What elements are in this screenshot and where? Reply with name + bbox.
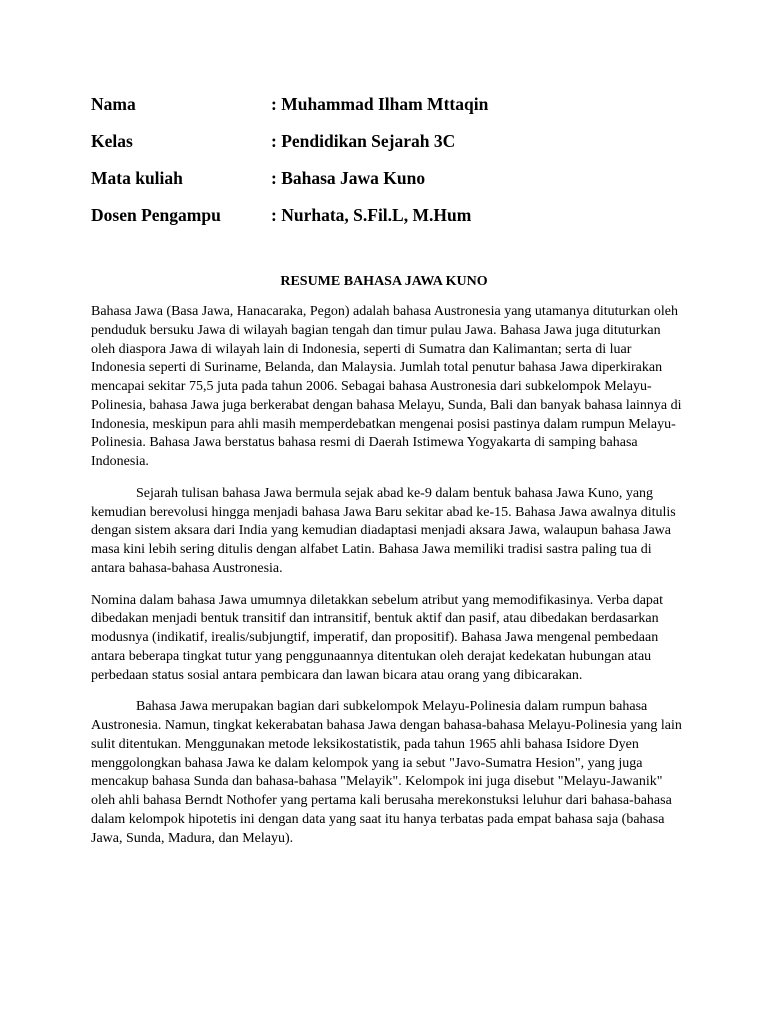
text-line: Polinesia. Bahasa Jawa berstatus bahasa resmi di Daerah Istimewa Yogyakarta di samping bahasa xyxy=(91,435,638,451)
paragraph-4 xyxy=(91,698,682,848)
text-line: antara beberapa tingkat tutur yang penggunaannya ditentukan oleh derajat kedekatan hubungan atau xyxy=(91,648,652,664)
info-value: : Bahasa Jawa Kuno xyxy=(271,168,426,188)
text-line: kemudian berevolusi hingga menjadi bahasa Jawa Baru sekitar abad ke-15. Bahasa Jawa awalnya ditulis xyxy=(91,504,676,520)
paragraph-1 xyxy=(91,303,682,472)
info-row-dosen-pengampu xyxy=(91,203,691,240)
text-line: dengan sistem aksara dari India yang kemudian diadaptasi menjadi aksara Jawa, walaupun bahasa Jawa xyxy=(91,523,672,539)
text-line: oleh diaspora Jawa di wilayah lain di Indonesia, seperti di Sumatra dan Kalimantan; serta di luar xyxy=(91,341,632,357)
text-line: sulit ditentukan. Menggunakan metode leksikostatistik, pada tahun 1965 ahli bahasa Isidore Dyen xyxy=(91,736,639,752)
info-row-kelas xyxy=(91,129,691,166)
text-line: mencapai sekitar 75,5 juta pada tahun 2006. Sebagai bahasa Austronesia dari subkelompok Melayu- xyxy=(91,379,652,394)
paragraph-2 xyxy=(91,485,676,579)
text-line: mencakup bahasa Sunda dan bahasa-bahasa "Melayik". Kelompok ini juga disebut "Melayu-Jawanik" xyxy=(91,774,663,790)
text-line: Jawa, Sunda, Madura, dan Melayu). xyxy=(91,830,294,846)
info-value: : Nurhata, S.Fil.L, M.Hum xyxy=(271,205,472,225)
text-line: Nomina dalam bahasa Jawa umumnya diletakkan sebelum atribut yang memodifikasinya. Verba dapat xyxy=(91,592,664,608)
info-label: Nama xyxy=(91,94,136,114)
info-value: : Pendidikan Sejarah 3C xyxy=(271,131,456,151)
text-line: penduduk bersuku Jawa di wilayah bagian tengah dan timur pulau Jawa. Bahasa Jawa juga dituturkan xyxy=(91,322,661,338)
text-line: antara bahasa-bahasa Austronesia. xyxy=(91,560,283,576)
info-label: Mata kuliah xyxy=(91,168,183,188)
text-line: Indonesia. xyxy=(91,454,149,469)
student-info xyxy=(91,92,691,240)
info-label: Dosen Pengampu xyxy=(91,205,221,225)
document-title: RESUME BAHASA JAWA KUNO xyxy=(280,274,488,289)
text-line: Sejarah tulisan bahasa Jawa bermula sejak abad ke-9 dalam bentuk bahasa Jawa Kuno, yang xyxy=(136,485,654,501)
text-line: Polinesia, bahasa Jawa juga berkerabat dengan bahasa Melayu, Sunda, Bali dan banyak bahasa lainnya di xyxy=(91,397,682,413)
text-line: menggolongkan bahasa Jawa ke dalam kelompok yang ia sebut "Javo-Sumatra Hesion", yang juga xyxy=(91,755,643,771)
text-line: Bahasa Jawa (Basa Jawa, Hanacaraka, Pegon) adalah bahasa Austronesia yang utamanya dituturkan oleh xyxy=(91,304,679,319)
text-line: Austronesia. Namun, tingkat kekerabatan bahasa Jawa dengan bahasa-bahasa Melayu-Polinesia yang lain xyxy=(91,718,682,733)
text-line: Indonesia, meskipun para ahli masih memperdebatkan mengenai posisi pastinya dalam rumpun Melayu- xyxy=(91,416,676,432)
text-line: masa kini lebih sering ditulis dengan alfabet Latin. Bahasa Jawa memiliki tradisi sastra paling tua di xyxy=(91,542,652,557)
text-line: perbedaan status sosial antara pembicara dan lawan bicara atau orang yang dibicarakan. xyxy=(91,667,583,683)
text-line: Indonesia seperti di Suriname, Belanda, dan Malaysia. Jumlah total penutur bahasa Jawa diperkirakan xyxy=(91,360,663,376)
document-body xyxy=(91,303,682,861)
text-line: oleh ahli bahasa Berndt Nothofer yang pertama kali berusaha merekonstuksi leluhur dari bahasa-bahasa xyxy=(91,793,672,808)
info-value: : Muhammad Ilham Mttaqin xyxy=(271,94,489,114)
text-line: modusnya (indikatif, irealis/subjungtif, imperatif, dan propositif). Bahasa Jawa mengenal pembedaan xyxy=(91,630,659,645)
info-label: Kelas xyxy=(91,131,133,151)
text-line: dibedakan menjadi bentuk transitif dan intransitif, bentuk aktif dan pasif, atau dibedakan berdasarkan xyxy=(91,611,659,627)
text-line: Bahasa Jawa merupakan bagian dari subkelompok Melayu-Polinesia dalam rumpun bahasa xyxy=(136,699,648,715)
info-row-nama xyxy=(91,92,691,129)
info-row-mata-kuliah xyxy=(91,166,691,203)
text-line: dalam kelompok hipotetis ini dengan data yang saat itu hanya terbatas pada empat bahasa saja (bahasa xyxy=(91,811,665,827)
paragraph-3 xyxy=(91,592,676,686)
